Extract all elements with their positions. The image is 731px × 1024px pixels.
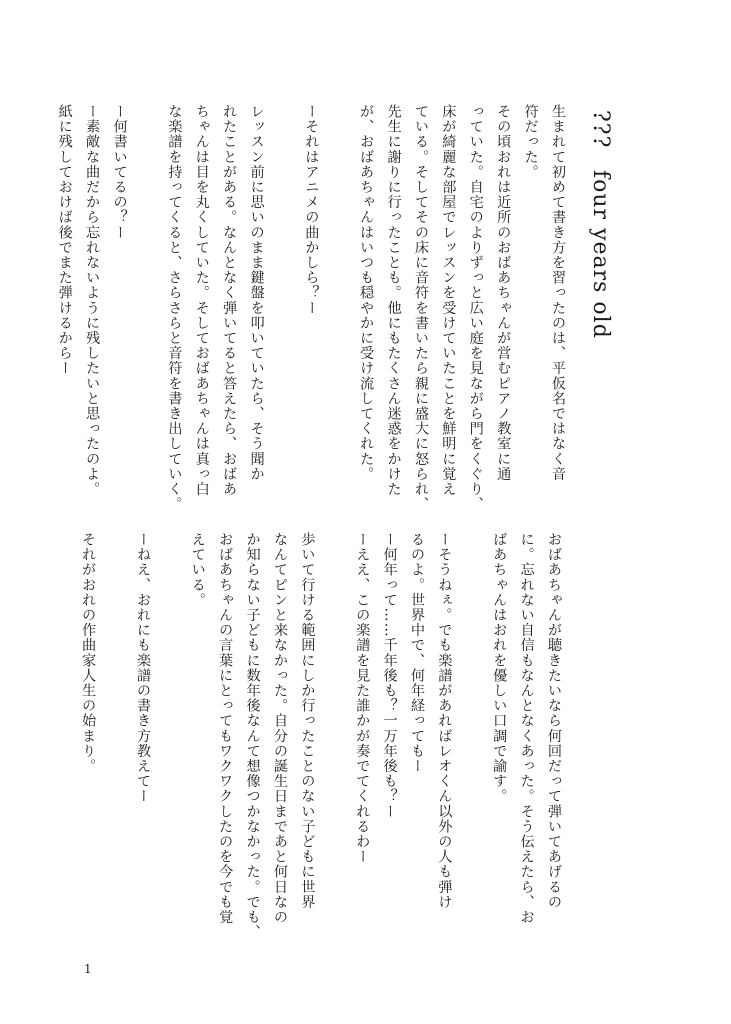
text-line: か知らない子どもに数年後なんて想像つかなかった。でも、 bbox=[244, 532, 261, 940]
blank-line bbox=[457, 532, 484, 942]
text-line: ーそうねぇ。でも楽譜があればレオくん以外の人も弾け bbox=[436, 532, 453, 910]
text-line: に。忘れない自信もなんとなくあった。そう伝えたら、お bbox=[518, 532, 535, 925]
text-line: ー何書いてるの？ー bbox=[111, 104, 128, 240]
text-line: ーねえ、おれにも楽譜の書き方教えてー bbox=[134, 532, 151, 804]
upper-text-block bbox=[50, 104, 571, 512]
page-number: 1 bbox=[84, 962, 92, 976]
text-line: ーええ、この楽譜を見た誰かが奏でてくれるわー bbox=[354, 532, 371, 865]
lower-text-block bbox=[74, 532, 567, 942]
blank-line bbox=[156, 532, 183, 942]
blank-line bbox=[270, 104, 297, 504]
text-line: 先生に謝りに行ったことも。他にもたくさん迷惑をかけた bbox=[385, 104, 402, 497]
text-line: ーそれはアニメの曲かしら？ー bbox=[303, 104, 320, 316]
text-line: その頃おれは近所のおばあちゃんが営むピアノ教室に通 bbox=[495, 104, 512, 482]
text-line: ー何年って……千年後も？一万年後も？ー bbox=[381, 532, 398, 819]
text-line: えている。 bbox=[189, 532, 206, 608]
text-line: ている。そしてその床に音符を書いたら親に盛大に怒られ、 bbox=[412, 104, 429, 512]
text-line: っていた。自宅のよりずっと広い庭を見ながら門をくぐり、 bbox=[467, 104, 484, 512]
text-line: ちゃんは目を丸くしていた。そしておばあちゃんは真っ白 bbox=[193, 104, 210, 497]
blank-line bbox=[320, 532, 347, 942]
text-line: 床が綺麗な部屋でレッスンを受けていたことを鮮明に覚え bbox=[440, 104, 457, 497]
text-line: なんてピンと来なかった。自分の誕生日まであと何日なの bbox=[271, 532, 288, 925]
text-line: ー素敵な曲だから忘れないように残したいと思ったのよ。 bbox=[84, 104, 101, 497]
chapter-title bbox=[589, 110, 611, 339]
text-line: 紙に残しておけば後でまた弾けるからー bbox=[56, 104, 73, 376]
text-line: な楽譜を持ってくると、さらさらと音符を書き出していく。 bbox=[166, 104, 183, 512]
text-line: ばあちゃんはおれを優しい口調で諭す。 bbox=[491, 532, 508, 804]
text-line: 歩いて行ける範囲にしか行ったことのない子どもに世界 bbox=[299, 532, 316, 910]
blank-line bbox=[324, 104, 351, 504]
text-line: 生まれて初めて書き方を習ったのは、平仮名ではなく音 bbox=[550, 104, 566, 482]
text-line: るのよ。世界中で、何年経ってもー bbox=[408, 532, 425, 774]
text-line: れたことがある。なんとなく弾いてると答えたら、おばあ bbox=[221, 104, 238, 497]
text-line: おばあちゃんの言葉にとってもワクワクしたのを今でも覚 bbox=[217, 532, 234, 925]
text-line: が、おばあちゃんはいつも穏やかに受け流してくれた。 bbox=[358, 104, 375, 482]
text-line: それがおれの作曲家人生の始まり。 bbox=[80, 532, 97, 774]
text-line: 符だった。 bbox=[522, 104, 539, 180]
text-line: レッスン前に思いのまま鍵盤を叩いていたら、そう聞か bbox=[248, 104, 265, 482]
chapter-title-marks: ??? bbox=[588, 110, 613, 149]
text-line: おばあちゃんが聴きたいなら何回だって弾いてあげるの bbox=[546, 532, 562, 910]
chapter-title-english: four years old bbox=[588, 170, 613, 340]
blank-line bbox=[133, 104, 160, 504]
blank-line bbox=[101, 532, 128, 942]
